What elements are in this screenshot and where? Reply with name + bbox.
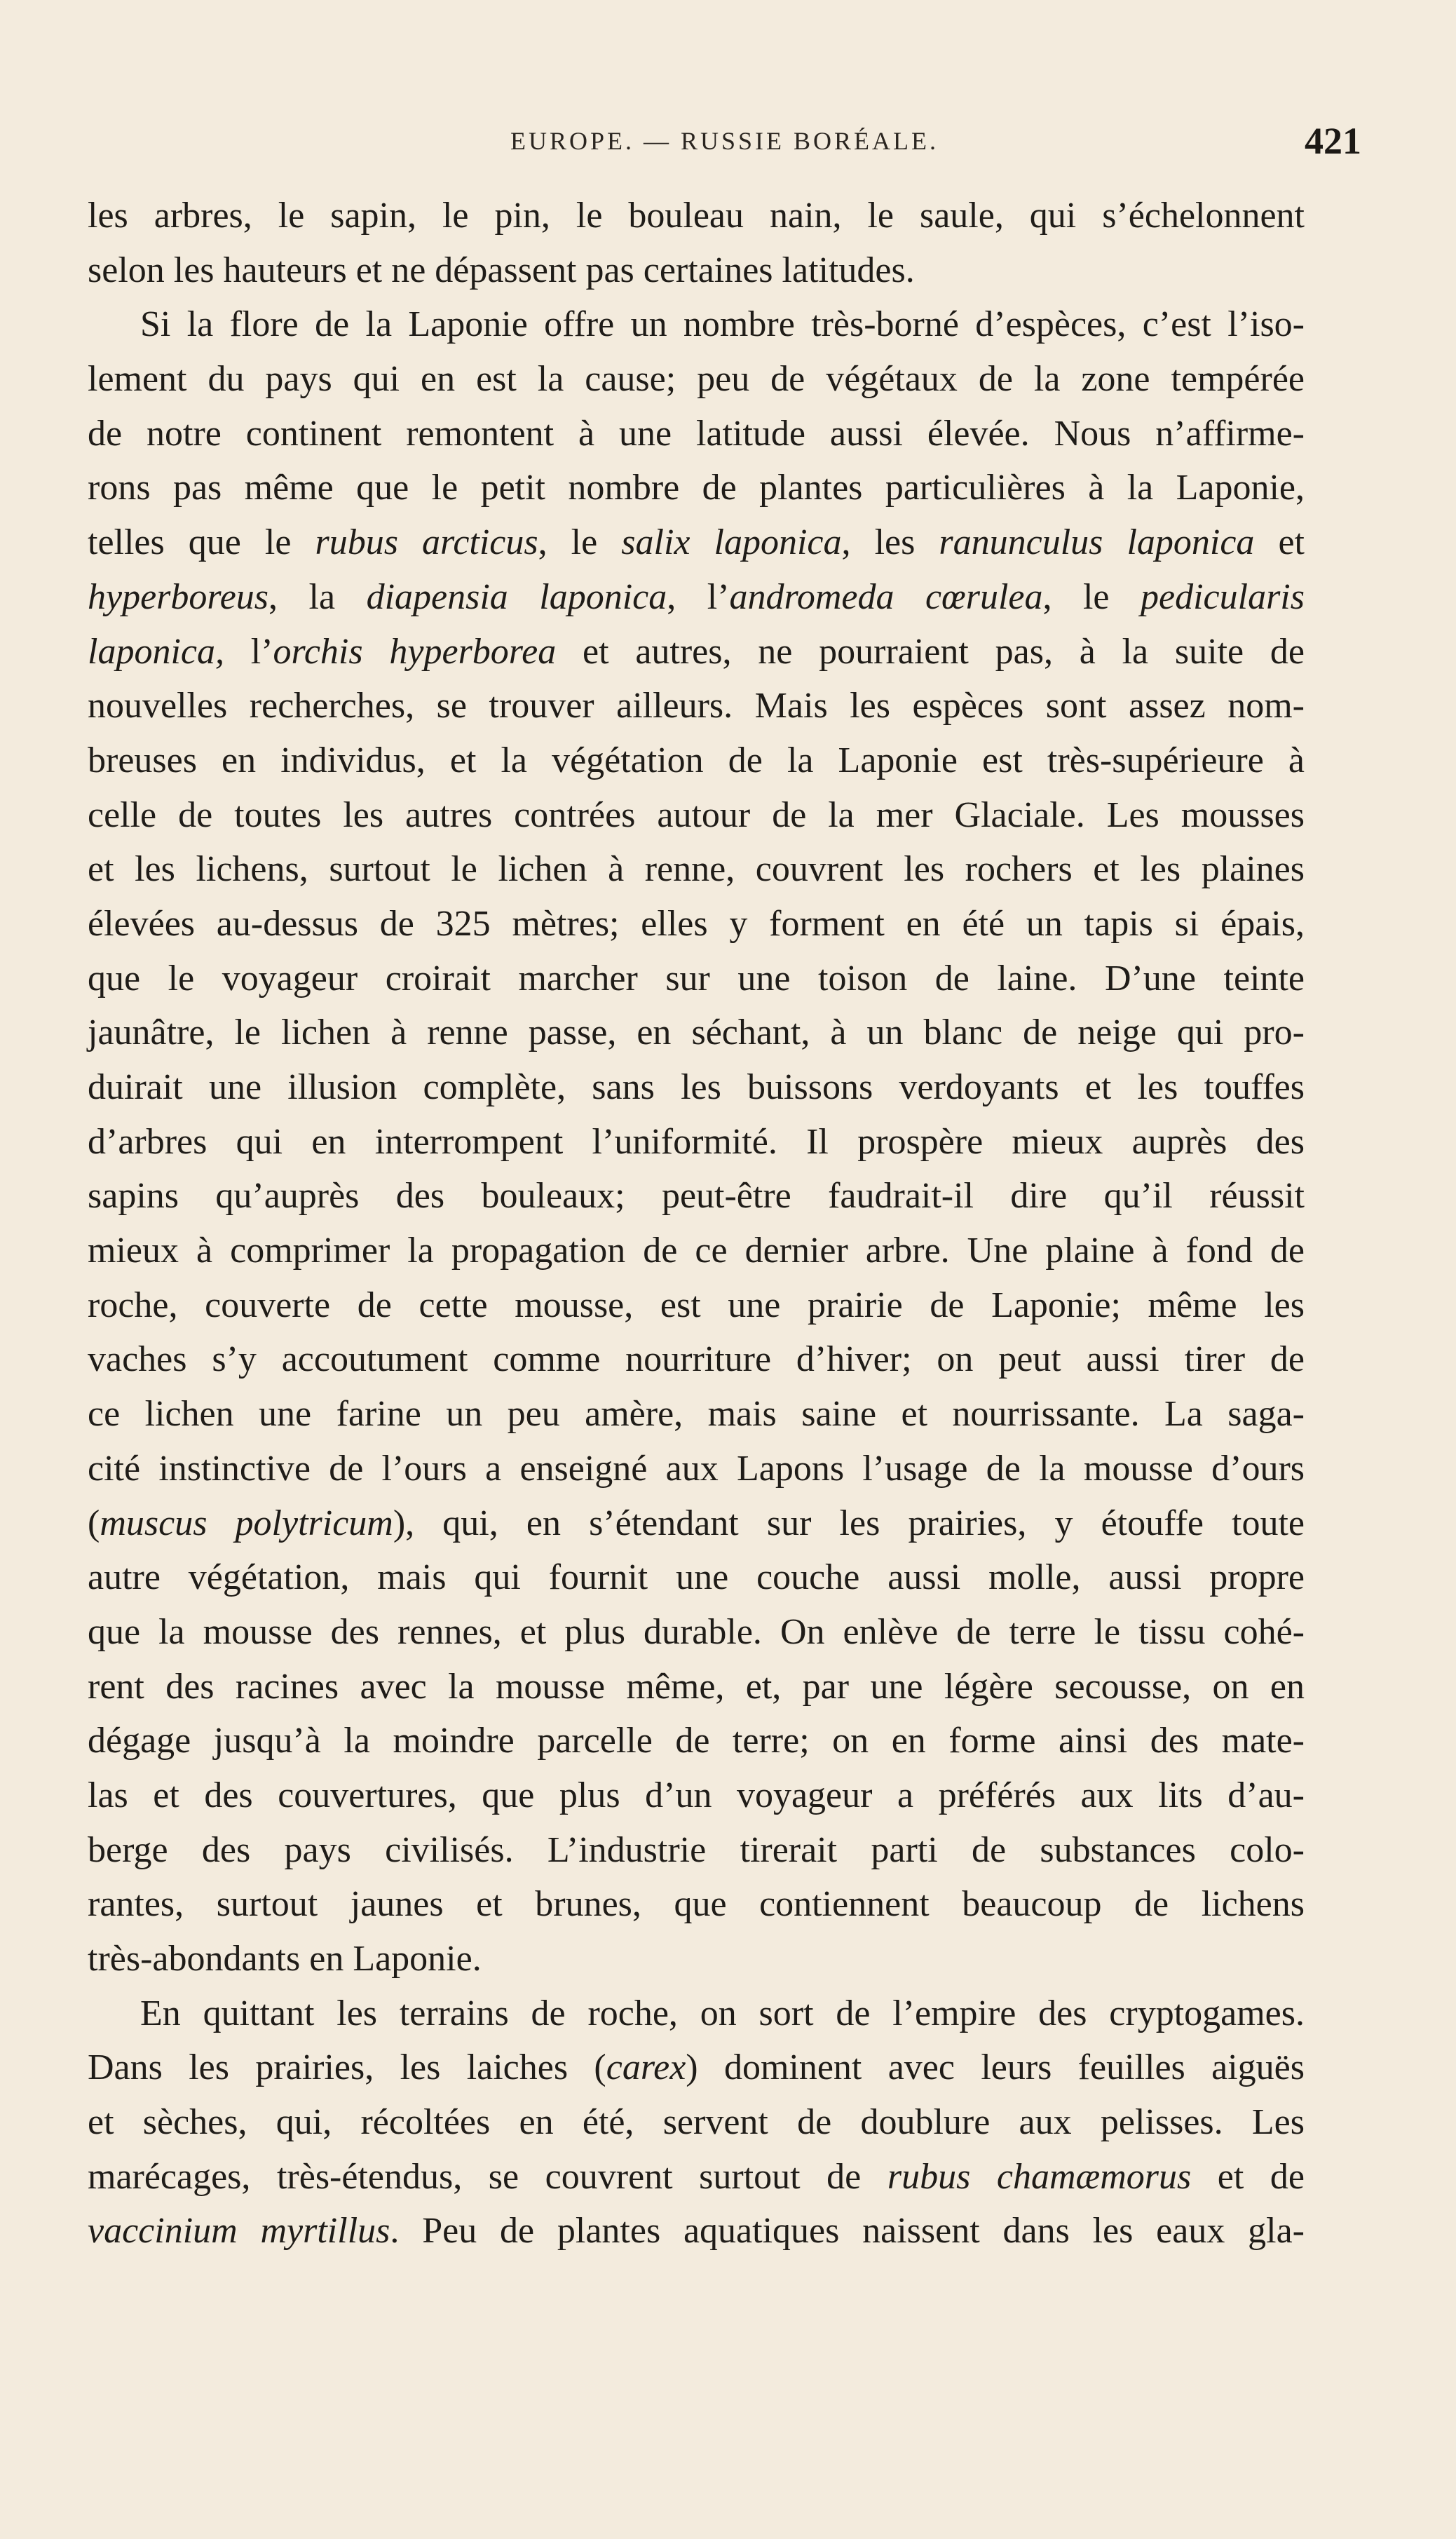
text-line: mieux à comprimer la propagation de ce dernier arbre. Une plaine à fond de — [88, 1231, 1305, 1271]
text-line: de notre continent remontent à une latitude aussi élevée. Nous n’affirme- — [88, 413, 1305, 454]
text-line: d’arbres qui en interrompent l’uniformité. Il prospère mieux auprès des — [88, 1121, 1305, 1162]
text-line: nouvelles recherches, se trouver ailleurs. Mais les espèces sont assez nom- — [88, 686, 1305, 726]
text-line: berge des pays civilisés. L’industrie tirerait parti de substances colo- — [88, 1829, 1305, 1870]
text-line: et sèches, qui, récoltées en été, servent de doublure aux pelisses. Les — [88, 2102, 1305, 2143]
text-line: laponica, l’orchis hyperborea et autres, ne pourraient pas, à la suite de — [88, 631, 1305, 672]
body-text — [88, 189, 1305, 2259]
text-line: rent des racines avec la mousse même, et, par une légère secousse, on en — [88, 1666, 1305, 1707]
text-line: (muscus polytricum), qui, en s’étendant sur les prairies, y étouffe toute — [88, 1503, 1305, 1543]
text-line: jaunâtre, le lichen à renne passe, en séchant, à un blanc de neige qui pro- — [88, 1013, 1305, 1053]
text-line: marécages, très-étendus, se couvrent surtout de rubus chamæmorus et de — [88, 2156, 1305, 2197]
text-line: très-abondants en Laponie. — [88, 1939, 482, 1979]
text-line: rons pas même que le petit nombre de plantes particulières à la Laponie, — [88, 468, 1305, 508]
text-line: élevées au-dessus de 325 mètres; elles y forment en été un tapis si épais, — [88, 903, 1305, 944]
text-line: que la mousse des rennes, et plus durable. On enlève de terre le tissu cohé- — [88, 1611, 1305, 1652]
text-line: hyperboreus, la diapensia laponica, l’andromeda cœrulea, le pedicularis — [88, 576, 1305, 617]
text-line: roche, couverte de cette mousse, est une prairie de Laponie; même les — [88, 1285, 1305, 1325]
text-line: Si la flore de la Laponie offre un nombre très-borné d’espèces, c’est l’iso- — [140, 304, 1305, 345]
running-head: EUROPE. — RUSSIE BORÉALE. — [510, 127, 939, 155]
text-line: Dans les prairies, les laiches (carex) dominent avec leurs feuilles aiguës — [88, 2047, 1305, 2088]
text-line: vaches s’y accoutument comme nourriture d’hiver; on peut aussi tirer de — [88, 1339, 1305, 1380]
text-line: dégage jusqu’à la moindre parcelle de terre; on en forme ainsi des mate- — [88, 1721, 1305, 1761]
text-line: telles que le rubus arcticus, le salix laponica, les ranunculus laponica et — [88, 522, 1305, 563]
text-line: lement du pays qui en est la cause; peu de végétaux de la zone tempérée — [88, 359, 1305, 400]
text-line: cité instinctive de l’ours a enseigné aux Lapons l’usage de la mousse d’ours — [88, 1448, 1305, 1489]
page-header — [88, 119, 1361, 168]
text-line: breuses en individus, et la végétation de la Laponie est très-supérieure à — [88, 740, 1305, 780]
text-line: duirait une illusion complète, sans les buissons verdoyants et les touffes — [88, 1067, 1305, 1107]
text-line: ce lichen une farine un peu amère, mais saine et nourrissante. La saga- — [88, 1394, 1305, 1435]
text-line: autre végétation, mais qui fournit une couche aussi molle, aussi propre — [88, 1557, 1305, 1598]
text-line: vaccinium myrtillus. Peu de plantes aquatiques naissent dans les eaux gla- — [88, 2211, 1305, 2252]
text-line: selon les hauteurs et ne dépassent pas certaines latitudes. — [88, 250, 915, 290]
text-line: las et des couvertures, que plus d’un voyageur a préférés aux lits d’au- — [88, 1775, 1305, 1815]
text-line: En quittant les terrains de roche, on sort de l’empire des cryptogames. — [140, 1993, 1305, 2033]
text-line: celle de toutes les autres contrées autour de la mer Glaciale. Les mousses — [88, 794, 1305, 835]
text-line: sapins qu’auprès des bouleaux; peut-être faudrait-il dire qu’il réussit — [88, 1176, 1305, 1217]
page-number: 421 — [1305, 120, 1361, 162]
text-line: et les lichens, surtout le lichen à renne, couvrent les rochers et les plaines — [88, 849, 1305, 890]
text-line: rantes, surtout jaunes et brunes, que contiennent beaucoup de lichens — [88, 1884, 1305, 1925]
text-line: que le voyageur croirait marcher sur une toison de laine. D’une teinte — [88, 958, 1305, 998]
text-line: les arbres, le sapin, le pin, le bouleau nain, le saule, qui s’échelonnent — [88, 196, 1305, 236]
